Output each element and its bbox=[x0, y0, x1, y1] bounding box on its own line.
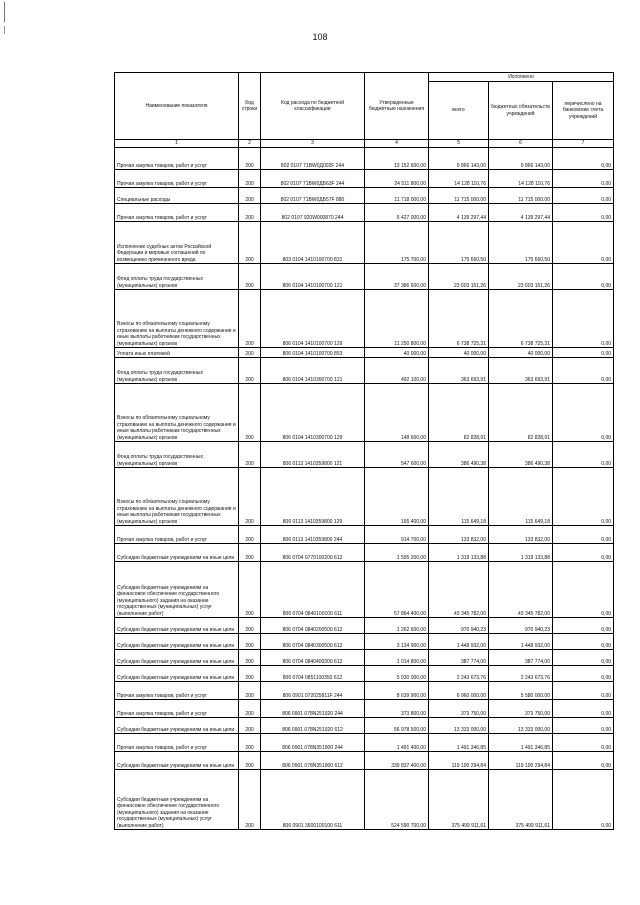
row-str: 200 bbox=[239, 734, 261, 752]
budget-execution-table bbox=[114, 72, 614, 830]
row-transferred: 0,00 bbox=[553, 188, 614, 204]
row-approved: 373 800,00 bbox=[365, 700, 429, 718]
row-approved: 11 250 800,00 bbox=[365, 290, 429, 348]
row-obligations: 13 333 000,00 bbox=[489, 718, 553, 734]
row-code: 806 0113 1410359800 244 bbox=[261, 526, 365, 544]
column-number: 5 bbox=[429, 140, 489, 148]
column-number: 1 bbox=[115, 140, 239, 148]
row-str: 200 bbox=[239, 544, 261, 562]
row-transferred: 0,00 bbox=[553, 718, 614, 734]
row-name: Прочая закупка товаров, работ и услуг bbox=[115, 734, 239, 752]
row-approved: 5 030 000,00 bbox=[365, 666, 429, 682]
row-str: 200 bbox=[239, 348, 261, 358]
row-total: 1 448 932,00 bbox=[429, 634, 489, 650]
table-row bbox=[115, 682, 614, 700]
table-header bbox=[115, 73, 614, 148]
row-str: 200 bbox=[239, 222, 261, 264]
row-str: 200 bbox=[239, 562, 261, 618]
row-code: 806 0113 1410359800 121 bbox=[261, 442, 365, 468]
row-code: 806 0704 0840400300 612 bbox=[261, 650, 365, 666]
column-number-row bbox=[115, 140, 614, 148]
row-total: 23 603 151,26 bbox=[429, 264, 489, 290]
table-row bbox=[115, 204, 614, 222]
row-name: Субсидии бюджетным учреждениям на финансовое обеспечение государственного (муниципального) задания на оказание государственных (муниципальных) услуг (выполнение работ) bbox=[115, 562, 239, 618]
row-total: 14 128 110,76 bbox=[429, 170, 489, 188]
row-name: Субсидии бюджетным учреждениям на иные цели bbox=[115, 618, 239, 634]
row-code: 806 0704 0770100200 612 bbox=[261, 544, 365, 562]
row-code: 806 0104 1410100700 853 bbox=[261, 348, 365, 358]
row-transferred: 0,00 bbox=[553, 562, 614, 618]
header-approved: Утвержденные бюджетные назначения bbox=[365, 73, 429, 140]
row-transferred: 0,00 bbox=[553, 204, 614, 222]
table-row bbox=[115, 358, 614, 384]
row-code: 806 0104 1410300700 129 bbox=[261, 384, 365, 442]
row-transferred: 0,00 bbox=[553, 700, 614, 718]
row-obligations: 43 345 782,00 bbox=[489, 562, 553, 618]
table-row bbox=[115, 770, 614, 830]
table-row bbox=[115, 290, 614, 348]
row-code: 802 0107 71ВW0Д002F 244 bbox=[261, 148, 365, 170]
row-name: Субсидии бюджетным учреждениям на иные цели bbox=[115, 544, 239, 562]
row-obligations: 23 603 151,26 bbox=[489, 264, 553, 290]
row-transferred: 0,00 bbox=[553, 526, 614, 544]
row-str: 200 bbox=[239, 204, 261, 222]
row-name: Взносы по обязательному социальному страхованию на выплаты денежного содержания и иные выплаты работникам государственных (муниципальных) органов bbox=[115, 290, 239, 348]
row-transferred: 0,00 bbox=[553, 358, 614, 384]
row-name: Фонд оплаты труда государственных (муниципальных) органов bbox=[115, 264, 239, 290]
row-code: 806 0104 1410100700 121 bbox=[261, 264, 365, 290]
row-str: 200 bbox=[239, 682, 261, 700]
row-approved: 1 262 600,00 bbox=[365, 618, 429, 634]
table-row bbox=[115, 634, 614, 650]
row-code: 806 0704 0851100350 612 bbox=[261, 666, 365, 682]
row-name: Субсидии бюджетным учреждениям на иные цели bbox=[115, 718, 239, 734]
row-total: 387 774,00 bbox=[429, 650, 489, 666]
row-obligations: 82 828,91 bbox=[489, 384, 553, 442]
row-name: Прочая закупка товаров, работ и услуг bbox=[115, 682, 239, 700]
row-code: 806 0901 072025811F 244 bbox=[261, 682, 365, 700]
row-obligations: 387 774,00 bbox=[489, 650, 553, 666]
row-code: 803 0104 1410100700 831 bbox=[261, 222, 365, 264]
row-str: 200 bbox=[239, 468, 261, 526]
row-total: 13 333 000,00 bbox=[429, 718, 489, 734]
row-approved: 175 700,00 bbox=[365, 222, 429, 264]
row-obligations: 5 580 000,00 bbox=[489, 682, 553, 700]
table-row bbox=[115, 442, 614, 468]
row-str: 200 bbox=[239, 718, 261, 734]
row-name: Специальные расходы bbox=[115, 188, 239, 204]
row-str: 200 bbox=[239, 634, 261, 650]
row-name: Прочая закупка товаров, работ и услуг bbox=[115, 148, 239, 170]
row-total: 6 738 725,31 bbox=[429, 290, 489, 348]
row-approved: 148 600,00 bbox=[365, 384, 429, 442]
row-total: 115 649,18 bbox=[429, 468, 489, 526]
row-total: 970 940,23 bbox=[429, 618, 489, 634]
row-obligations: 119 100 294,84 bbox=[489, 752, 553, 770]
row-total: 43 345 782,00 bbox=[429, 562, 489, 618]
row-obligations: 133 832,00 bbox=[489, 526, 553, 544]
row-code: 806 0901 3600100100 611 bbox=[261, 770, 365, 830]
row-str: 200 bbox=[239, 384, 261, 442]
table-row bbox=[115, 188, 614, 204]
row-name: Субсидии бюджетным учреждениям на финансовое обеспечение государственного (муниципального) задания на оказание государственных (муниципальных) услуг (выполнение работ) bbox=[115, 770, 239, 830]
table-row bbox=[115, 718, 614, 734]
row-total: 40 000,00 bbox=[429, 348, 489, 358]
column-number: 6 bbox=[489, 140, 553, 148]
row-total: 363 693,91 bbox=[429, 358, 489, 384]
row-transferred: 0,00 bbox=[553, 544, 614, 562]
header-name: Наименование показателя bbox=[115, 73, 239, 140]
row-total: 4 139 297,44 bbox=[429, 204, 489, 222]
table-row bbox=[115, 526, 614, 544]
row-total: 82 828,91 bbox=[429, 384, 489, 442]
row-approved: 914 700,00 bbox=[365, 526, 429, 544]
row-obligations: 373 750,00 bbox=[489, 700, 553, 718]
row-obligations: 115 649,18 bbox=[489, 468, 553, 526]
row-str: 200 bbox=[239, 770, 261, 830]
row-obligations: 363 693,91 bbox=[489, 358, 553, 384]
row-name: Фонд оплаты труда государственных (муниципальных) органов bbox=[115, 442, 239, 468]
row-obligations: 386 490,38 bbox=[489, 442, 553, 468]
row-approved: 165 400,00 bbox=[365, 468, 429, 526]
row-name: Прочая закупка товаров, работ и услуг bbox=[115, 170, 239, 188]
row-str: 200 bbox=[239, 148, 261, 170]
table-row bbox=[115, 666, 614, 682]
row-total: 386 490,38 bbox=[429, 442, 489, 468]
row-str: 200 bbox=[239, 650, 261, 666]
row-obligations: 1 448 932,00 bbox=[489, 634, 553, 650]
header-execution: Исполнено bbox=[429, 73, 614, 82]
row-name: Фонд оплаты труда государственных (муниципальных) органов bbox=[115, 358, 239, 384]
row-approved: 37 386 600,00 bbox=[365, 264, 429, 290]
row-str: 200 bbox=[239, 752, 261, 770]
row-code: 806 0113 1410359800 129 bbox=[261, 468, 365, 526]
row-approved: 3 134 900,00 bbox=[365, 634, 429, 650]
row-approved: 1 014 800,00 bbox=[365, 650, 429, 666]
table-row bbox=[115, 544, 614, 562]
row-approved: 13 152 600,00 bbox=[365, 148, 429, 170]
row-transferred: 0,00 bbox=[553, 222, 614, 264]
row-obligations: 175 660,50 bbox=[489, 222, 553, 264]
row-name: Прочая закупка товаров, работ и услуг bbox=[115, 700, 239, 718]
row-str: 200 bbox=[239, 618, 261, 634]
row-approved: 5 427 000,00 bbox=[365, 204, 429, 222]
row-transferred: 0,00 bbox=[553, 734, 614, 752]
row-transferred: 0,00 bbox=[553, 770, 614, 830]
scan-edge-mark bbox=[4, 2, 5, 22]
table-body bbox=[115, 148, 614, 830]
table-row bbox=[115, 170, 614, 188]
table-row bbox=[115, 148, 614, 170]
row-transferred: 0,00 bbox=[553, 348, 614, 358]
row-transferred: 0,00 bbox=[553, 682, 614, 700]
table-row bbox=[115, 618, 614, 634]
row-code: 802 0107 71ВW0ДБ57F 880 bbox=[261, 188, 365, 204]
table-row bbox=[115, 348, 614, 358]
row-obligations: 6 738 725,31 bbox=[489, 290, 553, 348]
row-obligations: 40 000,00 bbox=[489, 348, 553, 358]
column-number: 4 bbox=[365, 140, 429, 148]
row-code: 806 0901 078N351900 612 bbox=[261, 752, 365, 770]
row-approved: 24 511 800,00 bbox=[365, 170, 429, 188]
row-name: Субсидии бюджетным учреждениям на иные цели bbox=[115, 634, 239, 650]
row-code: 806 0901 078N251920 612 bbox=[261, 718, 365, 734]
row-code: 806 0104 1410300700 121 bbox=[261, 358, 365, 384]
row-str: 200 bbox=[239, 170, 261, 188]
row-approved: 339 837 400,00 bbox=[365, 752, 429, 770]
row-str: 200 bbox=[239, 700, 261, 718]
row-obligations: 14 128 110,76 bbox=[489, 170, 553, 188]
row-approved: 1 491 400,00 bbox=[365, 734, 429, 752]
header-str: Код строки bbox=[239, 73, 261, 140]
table-row bbox=[115, 468, 614, 526]
table-row bbox=[115, 700, 614, 718]
row-code: 802 0107 920W000870 244 bbox=[261, 204, 365, 222]
row-total: 9 866 143,00 bbox=[429, 148, 489, 170]
row-str: 200 bbox=[239, 264, 261, 290]
row-obligations: 1 319 133,88 bbox=[489, 544, 553, 562]
row-approved: 40 000,00 bbox=[365, 348, 429, 358]
row-total: 119 100 294,84 bbox=[429, 752, 489, 770]
row-approved: 11 718 000,00 bbox=[365, 188, 429, 204]
table-row bbox=[115, 562, 614, 618]
table-row bbox=[115, 222, 614, 264]
row-obligations: 11 715 000,00 bbox=[489, 188, 553, 204]
row-name: Взносы по обязательному социальному страхованию на выплаты денежного содержания и иные выплаты работникам государственных (муниципальных) органов bbox=[115, 468, 239, 526]
row-code: 806 0704 0840300500 612 bbox=[261, 634, 365, 650]
row-code: 806 0704 0840100100 611 bbox=[261, 562, 365, 618]
row-code: 806 0901 078N351900 244 bbox=[261, 734, 365, 752]
header-transferred: перечислено на банковские счета учреждений bbox=[553, 82, 614, 140]
row-name: Субсидии бюджетным учреждениям на иные цели bbox=[115, 752, 239, 770]
row-str: 200 bbox=[239, 358, 261, 384]
row-transferred: 0,00 bbox=[553, 650, 614, 666]
row-str: 200 bbox=[239, 188, 261, 204]
row-code: 806 0104 1410100700 129 bbox=[261, 290, 365, 348]
row-name: Прочая закупка товаров, работ и услуг bbox=[115, 204, 239, 222]
row-total: 11 715 000,00 bbox=[429, 188, 489, 204]
row-transferred: 0,00 bbox=[553, 290, 614, 348]
row-total: 2 243 673,76 bbox=[429, 666, 489, 682]
row-name: Взносы по обязательному социальному страхованию на выплаты денежного содержания и иные выплаты работникам государственных (муниципальных) органов bbox=[115, 384, 239, 442]
row-total: 6 960 000,00 bbox=[429, 682, 489, 700]
header-budget-obligations: бюджетных обязательств учреждений bbox=[489, 82, 553, 140]
row-obligations: 2 243 673,76 bbox=[489, 666, 553, 682]
row-obligations: 375 499 911,61 bbox=[489, 770, 553, 830]
table-row bbox=[115, 650, 614, 666]
row-str: 200 bbox=[239, 666, 261, 682]
row-obligations: 9 866 143,00 bbox=[489, 148, 553, 170]
row-name: Прочая закупка товаров, работ и услуг bbox=[115, 526, 239, 544]
row-obligations: 1 491 346,85 bbox=[489, 734, 553, 752]
column-number: 3 bbox=[261, 140, 365, 148]
row-code: 806 0901 078N251920 244 bbox=[261, 700, 365, 718]
column-number: 2 bbox=[239, 140, 261, 148]
row-approved: 547 600,00 bbox=[365, 442, 429, 468]
row-approved: 1 595 200,00 bbox=[365, 544, 429, 562]
row-total: 175 660,50 bbox=[429, 222, 489, 264]
row-transferred: 0,00 bbox=[553, 442, 614, 468]
row-transferred: 0,00 bbox=[553, 618, 614, 634]
row-name: Уплата иных платежей bbox=[115, 348, 239, 358]
row-total: 1 319 133,88 bbox=[429, 544, 489, 562]
row-transferred: 0,00 bbox=[553, 170, 614, 188]
table-row bbox=[115, 384, 614, 442]
table-row bbox=[115, 752, 614, 770]
table-row bbox=[115, 264, 614, 290]
row-obligations: 970 940,23 bbox=[489, 618, 553, 634]
row-code: 802 0107 71ВW0ДБ63F 244 bbox=[261, 170, 365, 188]
row-approved: 8 639 900,00 bbox=[365, 682, 429, 700]
table-row bbox=[115, 734, 614, 752]
column-number: 7 bbox=[553, 140, 614, 148]
row-code: 806 0704 0840200500 612 bbox=[261, 618, 365, 634]
row-transferred: 0,00 bbox=[553, 148, 614, 170]
row-str: 200 bbox=[239, 442, 261, 468]
row-total: 1 491 346,85 bbox=[429, 734, 489, 752]
row-name: Исполнение судебных актов Российской Федерации и мировых соглашений по возмещению причиненного вреда bbox=[115, 222, 239, 264]
row-approved: 524 590 700,00 bbox=[365, 770, 429, 830]
header-code: Код расхода по бюджетной классификации bbox=[261, 73, 365, 140]
row-total: 373 750,00 bbox=[429, 700, 489, 718]
row-total: 375 499 911,61 bbox=[429, 770, 489, 830]
row-approved: 56 978 500,00 bbox=[365, 718, 429, 734]
row-transferred: 0,00 bbox=[553, 468, 614, 526]
row-name: Субсидии бюджетным учреждениям на иные цели bbox=[115, 666, 239, 682]
row-approved: 492 100,00 bbox=[365, 358, 429, 384]
row-transferred: 0,00 bbox=[553, 666, 614, 682]
row-transferred: 0,00 bbox=[553, 384, 614, 442]
row-transferred: 0,00 bbox=[553, 752, 614, 770]
row-transferred: 0,00 bbox=[553, 634, 614, 650]
row-str: 200 bbox=[239, 290, 261, 348]
row-obligations: 4 139 297,44 bbox=[489, 204, 553, 222]
page-number: 108 bbox=[312, 32, 328, 42]
row-approved: 57 864 400,00 bbox=[365, 562, 429, 618]
row-name: Субсидии бюджетным учреждениям на иные цели bbox=[115, 650, 239, 666]
header-total: всего bbox=[429, 82, 489, 140]
row-transferred: 0,00 bbox=[553, 264, 614, 290]
row-total: 133 832,00 bbox=[429, 526, 489, 544]
row-str: 200 bbox=[239, 526, 261, 544]
